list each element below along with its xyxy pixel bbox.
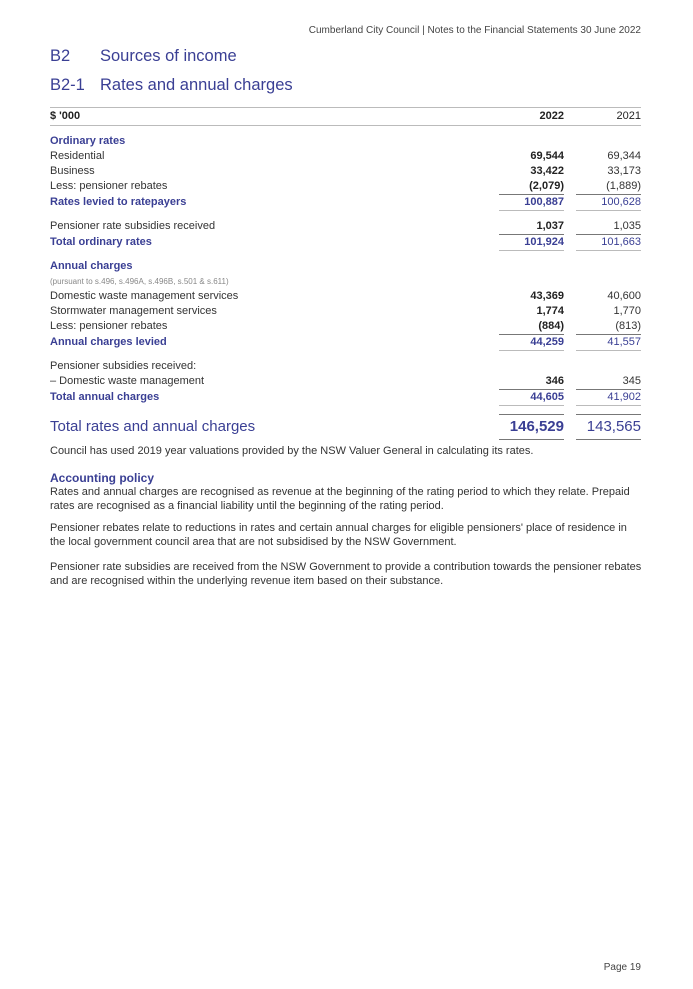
table-row (50, 179, 641, 195)
value-2021: 345 (622, 375, 641, 387)
policy-paragraph: Rates and annual charges are recognised as revenue at the beginning of the rating period to which they relate. Prepaid rates are recognised as a financial liability until the beginning of the rating period. (50, 486, 630, 512)
row-label: – Domestic waste management (50, 375, 205, 388)
value-2021: (813) (615, 320, 641, 332)
row-label: Less: pensioner rebates (50, 180, 168, 193)
value-2021: 100,628 (576, 195, 641, 211)
row-label: Residential (50, 150, 105, 162)
section-heading-b2 (50, 47, 237, 66)
value-2021: 41,902 (576, 390, 641, 406)
rates-table (50, 107, 641, 440)
table-row (50, 274, 641, 289)
table-row (50, 149, 641, 164)
unit-header: $ '000 (50, 108, 499, 126)
value-2021: 40,600 (607, 290, 641, 302)
value-2022: 69,544 (530, 150, 564, 162)
value-2022: 146,529 (499, 415, 564, 440)
value-2021: 1,770 (613, 305, 641, 317)
ordinary-rates-heading: Ordinary rates (50, 135, 126, 147)
table-row (50, 259, 641, 274)
value-2022: 1,774 (536, 305, 564, 317)
annual-charges-heading: Annual charges (50, 260, 133, 272)
row-label: Pensioner subsidies received: (50, 360, 197, 372)
table-row (50, 319, 641, 335)
section-title: Sources of income (100, 47, 237, 65)
table-row (50, 164, 641, 179)
section-number: B2 (50, 47, 71, 65)
accounting-policy-heading: Accounting policy (50, 471, 155, 485)
table-row (50, 374, 641, 390)
row-label: Total annual charges (50, 391, 160, 403)
table-row (50, 359, 641, 374)
section-number: B2-1 (50, 76, 85, 94)
value-2021: 41,557 (576, 335, 641, 351)
row-label: Annual charges levied (50, 336, 167, 348)
value-2021: 143,565 (576, 415, 641, 440)
table-header-row (50, 108, 641, 126)
value-2022: 44,259 (499, 335, 564, 351)
page-header: Cumberland City Council | Notes to the Financial Statements 30 June 2022 (308, 25, 641, 36)
col-2021-header: 2021 (576, 108, 641, 126)
value-2022: (884) (538, 320, 564, 332)
grand-total-label: Total rates and annual charges (50, 418, 256, 435)
value-2021: 101,663 (576, 235, 641, 251)
value-2021: (1,889) (606, 180, 641, 192)
table-row (50, 289, 641, 304)
value-2022: 100,887 (499, 195, 564, 211)
subtotal-row (50, 195, 641, 211)
col-2022-header: 2022 (499, 108, 564, 126)
value-2021: 33,173 (607, 165, 641, 177)
value-2022: 346 (545, 375, 564, 387)
row-label: Pensioner rate subsidies received (50, 220, 216, 233)
section-heading-b2-1 (50, 76, 293, 95)
row-label: Stormwater management services (50, 305, 217, 317)
value-2021: 1,035 (613, 220, 641, 232)
table-row (50, 219, 641, 235)
valuation-note: Council has used 2019 year valuations provided by the NSW Valuer General in calculating its rates. (50, 445, 534, 457)
value-2022: 33,422 (530, 165, 564, 177)
section-title: Rates and annual charges (100, 76, 293, 94)
policy-paragraph: Pensioner rate subsidies are received from the NSW Government to provide a contribution towards the pensioner rebates and are recognised within the underlying revenue item based on their substance. (50, 561, 642, 587)
subtotal-row (50, 335, 641, 351)
value-2022: 43,369 (530, 290, 564, 302)
value-2022: 1,037 (536, 220, 564, 232)
value-2022: 44,605 (499, 390, 564, 406)
row-label: Domestic waste management services (50, 290, 239, 302)
table-row (50, 134, 641, 149)
value-2021: 69,344 (607, 150, 641, 162)
value-2022: 101,924 (499, 235, 564, 251)
value-2022: (2,079) (529, 180, 564, 192)
row-label: Business (50, 165, 95, 177)
legislation-note: (pursuant to s.496, s.496A, s.496B, s.501 & s.611) (50, 277, 229, 286)
table-row (50, 304, 641, 319)
row-label: Total ordinary rates (50, 236, 152, 248)
subtotal-row (50, 390, 641, 406)
page-number: Page 19 (603, 962, 641, 973)
policy-paragraph: Pensioner rebates relate to reductions in rates and certain annual charges for eligible pensioners' place of residence in the local government council area that are not subsidised by the NSW Government. (50, 522, 627, 548)
subtotal-row (50, 235, 641, 251)
row-label: Rates levied to ratepayers (50, 196, 187, 208)
row-label: Less: pensioner rebates (50, 320, 168, 333)
grand-total-row (50, 415, 641, 440)
